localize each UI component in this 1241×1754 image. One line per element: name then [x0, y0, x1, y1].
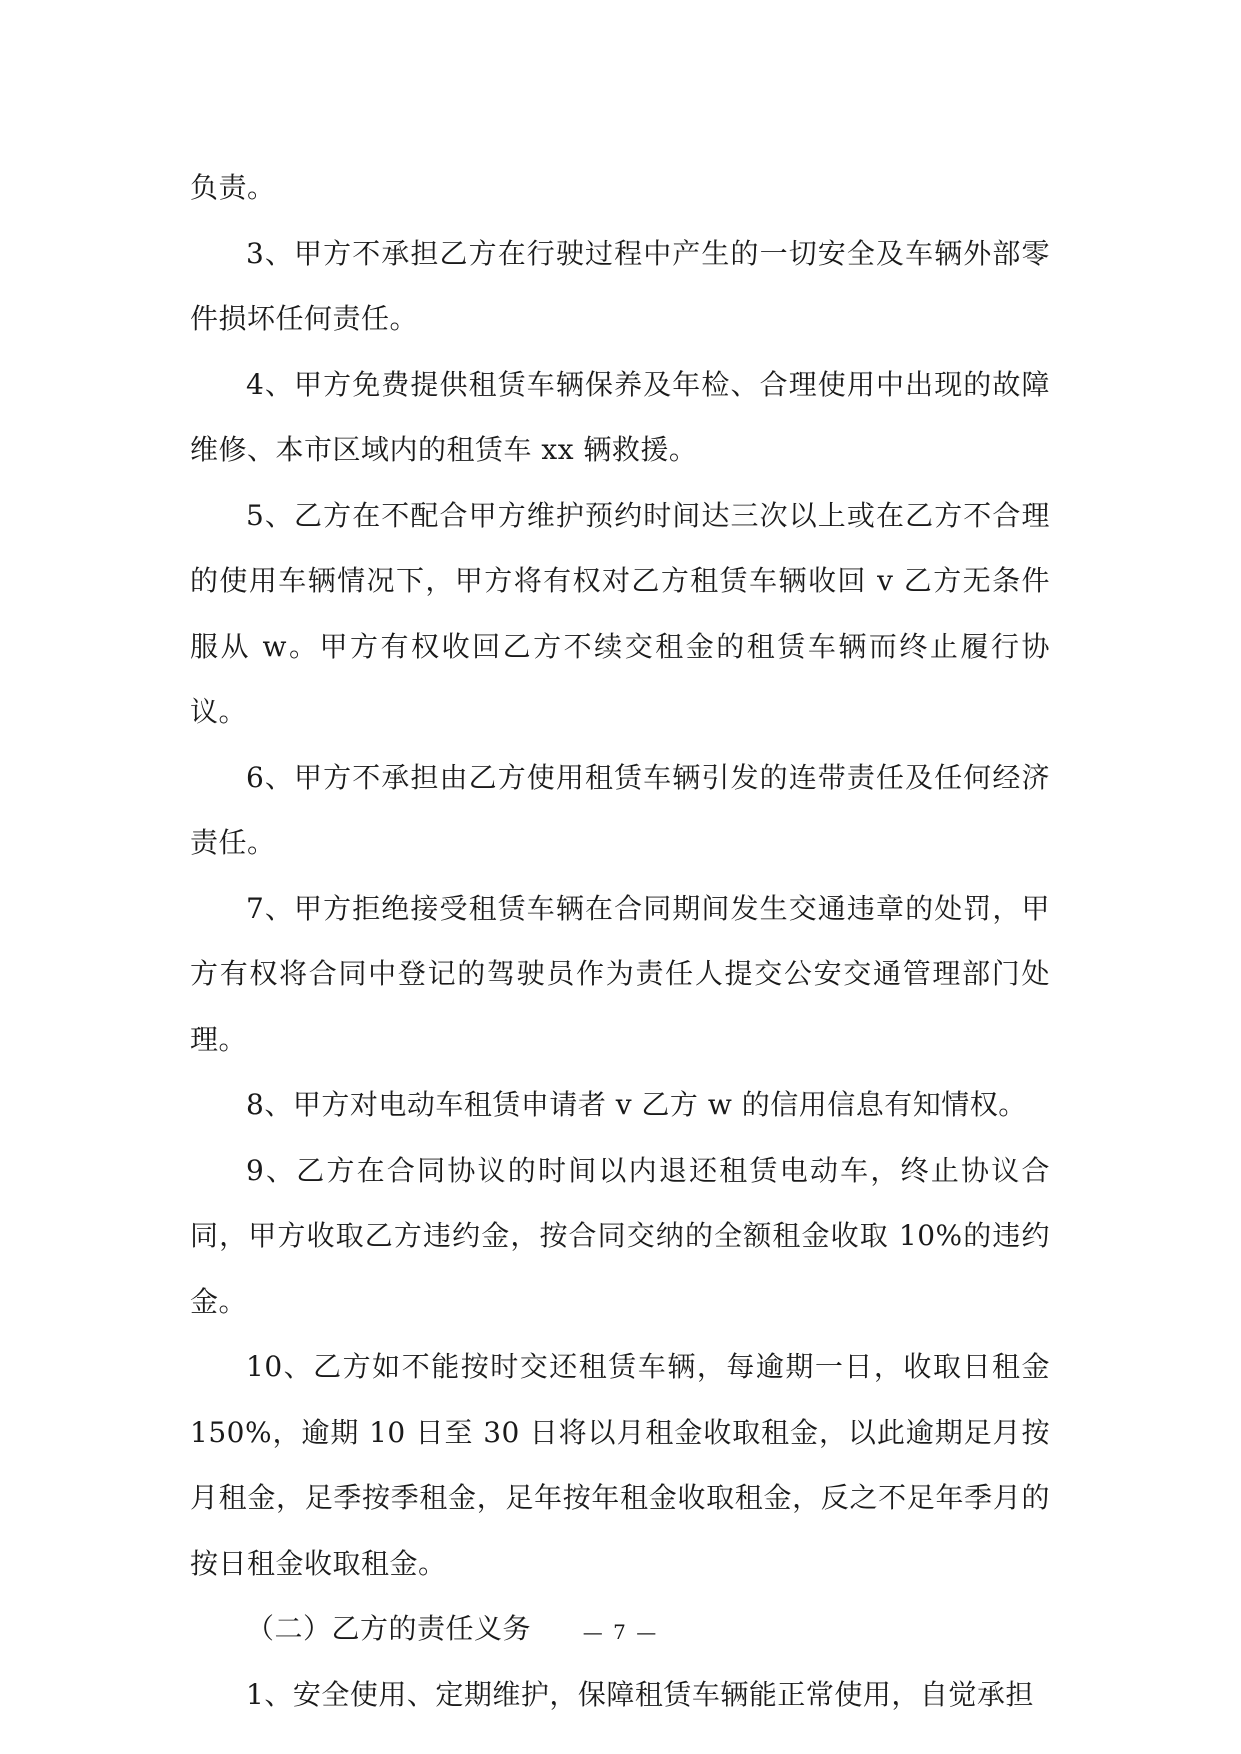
paragraph-clause-6: 6、甲方不承担由乙方使用租赁车辆引发的连带责任及任何经济责任。: [190, 760, 1050, 859]
paragraph-clause-9: 9、乙方在合同协议的时间以内退还租赁电动车，终止协议合同，甲方收取乙方违约金，按合同交纳的全额租金收取 10%的违约金。: [190, 1153, 1050, 1318]
page-number: — 7 —: [582, 1620, 659, 1644]
paragraph-clause-5: 5、乙方在不配合甲方维护预约时间达三次以上或在乙方不合理的使用车辆情况下，甲方将有权对乙方租赁车辆收回 v 乙方无条件服从 w。甲方有权收回乙方不续交租金的租赁车辆而终止履行协议。: [190, 498, 1050, 728]
paragraph-party-b-clause-1: 1、安全使用、定期维护，保障租赁车辆能正常使用，自觉承担: [246, 1677, 1034, 1711]
section-heading-party-b-duties: （二）乙方的责任义务: [246, 1612, 532, 1645]
paragraph-clause-3: 3、甲方不承担乙方在行驶过程中产生的一切安全及车辆外部零件损坏任何责任。: [190, 236, 1050, 335]
document-body: [190, 155, 1050, 1727]
paragraph-continuation: 负责。: [190, 171, 276, 204]
paragraph-clause-10: 10、乙方如不能按时交还租赁车辆，每逾期一日，收取日租金 150%，逾期 10 日至 30 日将以月租金收取租金，以此逾期足月按月租金，足季按季租金，足年按年租金收取租金，反之不足年季月的按日租金收取租金。: [190, 1350, 1050, 1580]
paragraph-clause-4: 4、甲方免费提供租赁车辆保养及年检、合理使用中出现的故障维修、本市区域内的租赁车 xx 辆救援。: [190, 367, 1050, 466]
paragraph-clause-8: 8、甲方对电动车租赁申请者 v 乙方 w 的信用信息有知情权。: [246, 1088, 1027, 1121]
paragraph-clause-7: 7、甲方拒绝接受租赁车辆在合同期间发生交通违章的处罚，甲方有权将合同中登记的驾驶员作为责任人提交公安交通管理部门处理。: [190, 891, 1050, 1056]
